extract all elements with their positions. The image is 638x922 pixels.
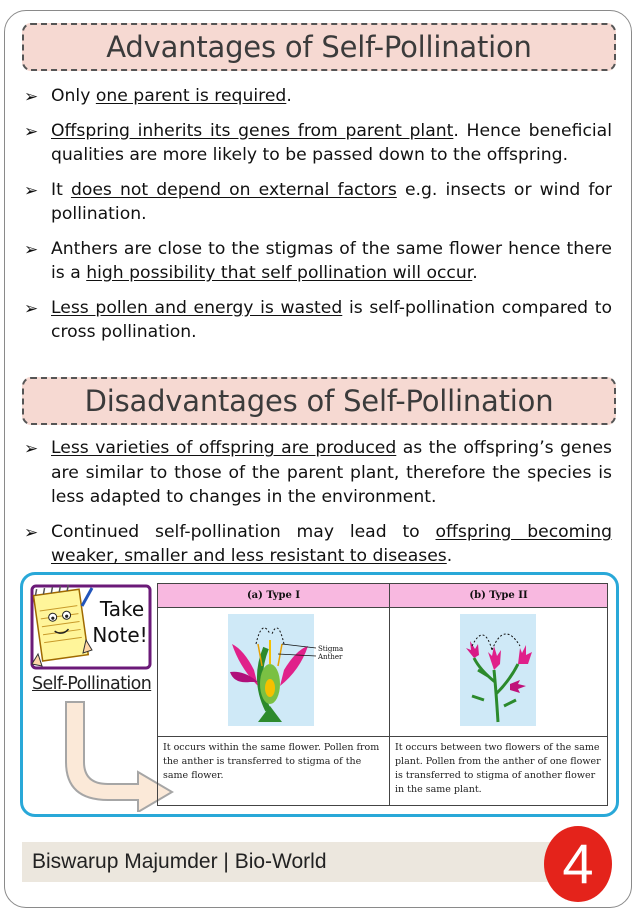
arrow-bullet-icon: ➢ bbox=[24, 239, 39, 260]
arrow-bullet-icon: ➢ bbox=[24, 439, 39, 459]
type-i-image-cell bbox=[158, 608, 390, 737]
pollination-types-table bbox=[157, 583, 608, 806]
page-number-badge: 4 bbox=[544, 826, 612, 902]
disadvantages-list bbox=[24, 436, 612, 579]
advantages-title: Advantages of Self-Pollination bbox=[22, 23, 616, 71]
list-item: ➢ Only one parent is required. bbox=[24, 84, 612, 109]
list-item: ➢ Anthers are close to the stigmas of the same flower hence there is a high possibility that self pollination will occur. bbox=[24, 238, 612, 283]
arrow-bullet-icon: ➢ bbox=[24, 180, 39, 201]
self-pollination-flower-icon bbox=[188, 610, 358, 730]
geitonogamy-plant-icon bbox=[448, 610, 548, 730]
type-i-description: It occurs within the same flower. Pollen from the anther is transferred to stigma of the same flower. bbox=[158, 737, 390, 806]
sticker-line2: Note! bbox=[92, 623, 148, 647]
stigma-label: Stigma bbox=[318, 645, 344, 653]
type-ii-header: (b) Type II bbox=[389, 584, 607, 608]
take-note-notepad-icon bbox=[30, 580, 154, 672]
list-item: ➢ It does not depend on external factors e.g. insects or wind for pollination. bbox=[24, 179, 613, 224]
disadvantages-title: Disadvantages of Self-Pollination bbox=[22, 377, 616, 425]
list-item: ➢ Less varieties of offspring are produced as the offspring’s genes are similar to those of the parent plant, therefore the species is less adapted to changes in the environment. bbox=[24, 438, 612, 507]
footer-author: Biswarup Majumder | Bio-World bbox=[22, 842, 582, 882]
arrow-bullet-icon: ➢ bbox=[24, 87, 39, 107]
type-ii-description: It occurs between two flowers of the same plant. Pollen from the anther of one flower is transferred to stigma of another flower in the same plant. bbox=[389, 737, 607, 806]
arrow-bullet-icon: ➢ bbox=[24, 298, 39, 319]
list-item: ➢ Less pollen and energy is wasted is self-pollination compared to cross pollination. bbox=[24, 297, 612, 342]
type-ii-image-cell bbox=[389, 608, 607, 737]
sticker-line1: Take bbox=[99, 597, 145, 621]
anther-label: Anther bbox=[318, 653, 343, 661]
arrow-bullet-icon: ➢ bbox=[24, 121, 39, 142]
type-i-header: (a) Type I bbox=[158, 584, 390, 608]
arrow-bullet-icon: ➢ bbox=[24, 522, 39, 543]
list-item: ➢ Continued self-pollination may lead to offspring becoming weaker, smaller and less resistant to diseases. bbox=[24, 521, 612, 566]
note-caption: Self-Pollination bbox=[32, 674, 152, 694]
advantages-list bbox=[24, 84, 612, 355]
list-item: ➢ Offspring inherits its genes from parent plant. Hence beneficial qualities are more likely to be passed down to the offspring. bbox=[24, 120, 612, 165]
